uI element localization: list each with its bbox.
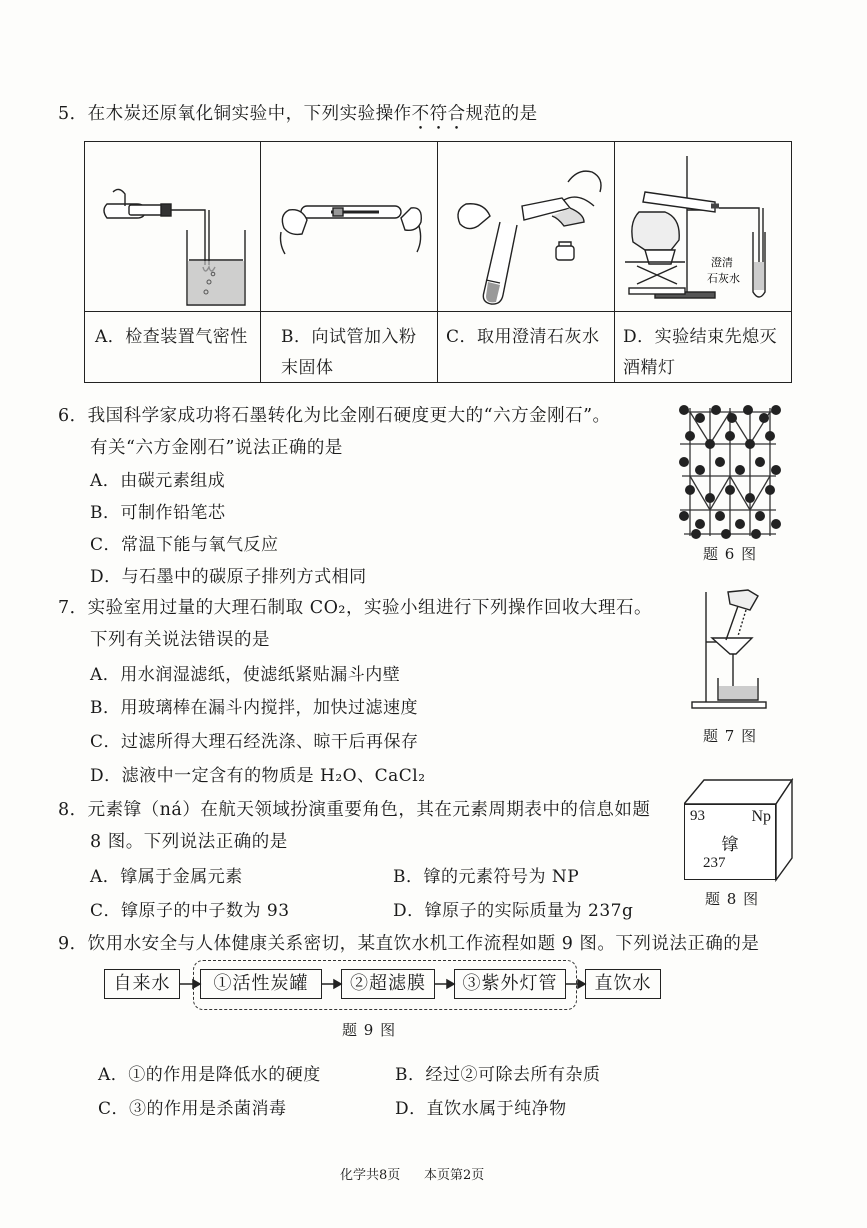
element-name: 镎 [721,835,739,855]
q9-option-a[interactable]: A．①的作用是降低水的硬度 [98,1065,321,1085]
q9-option-d[interactable]: D．直饮水属于纯净物 [395,1099,567,1119]
q6-option-c[interactable]: C．常温下能与氧气反应 [90,535,279,555]
flow-uv-lamp: ③紫外灯管 [454,969,566,999]
q7-stem-line1: 7．实验室用过量的大理石制取 CO₂，实验小组进行下列操作回收大理石。 [58,598,652,618]
q6-option-d[interactable]: D．与石墨中的碳原子排列方式相同 [90,567,367,587]
atomic-mass: 237 [703,855,726,871]
q8-option-c[interactable]: C．镎原子的中子数为 93 [90,901,290,921]
q5-stem-emphasis: 不符合 [411,104,466,124]
q6-stem-line1: 6．我国科学家成功将石墨转化为比金刚石硬度更大的“六方金刚石”。 [58,406,611,426]
q5-option-d-label: D．实验结束先熄灭酒精灯 [623,327,778,378]
q9-option-c[interactable]: C．③的作用是杀菌消毒 [98,1099,287,1119]
q6-figure-caption: 题 6 图 [703,545,758,563]
q7-option-c[interactable]: C．过滤所得大理石经洗涤、晾干后再保存 [90,732,419,752]
q9-option-b[interactable]: B．经过②可除去所有杂质 [395,1065,601,1085]
q8-option-b[interactable]: B．镎的元素符号为 NP [393,867,580,887]
q8-stem-line1: 8．元素镎（ná）在航天领域扮演重要角色，其在元素周期表中的信息如题 [58,800,651,820]
q8-option-d[interactable]: D．镎原子的实际质量为 237g [393,901,634,921]
limewater-label-1: 澄清 [711,256,733,269]
q7-option-d[interactable]: D．滤液中一定含有的物质是 H₂O、CaCl₂ [90,766,426,786]
atomic-number: 93 [690,808,705,824]
q7-figure-caption: 题 7 图 [703,727,758,745]
q9-figure-caption: 题 9 图 [342,1021,397,1039]
q5-stem-b: 规范的是 [465,104,538,124]
limewater-label-2: 石灰水 [707,272,740,285]
q7-stem-line2: 下列有关说法错误的是 [90,630,270,650]
q5-stem-a: 5．在木炭还原氧化铜实验中，下列实验操作 [58,104,412,124]
q8-option-a[interactable]: A．镎属于金属元素 [90,867,243,887]
q5-option-a-label: A．检查装置气密性 [95,327,248,347]
q6-stem-line2: 有关“六方金刚石”说法正确的是 [90,438,343,458]
footer-current-page: 本页第2页 [424,1168,485,1183]
q6-option-b[interactable]: B．可制作铅笔芯 [90,503,226,523]
q7-option-a[interactable]: A．用水润湿滤纸，使滤纸紧贴漏斗内壁 [90,665,401,685]
q5-option-b-label: B．向试管加入粉末固体 [281,327,417,378]
flow-tap-water: 自来水 [104,969,180,999]
q9-stem: 9．饮用水安全与人体健康关系密切，某直饮水机工作流程如题 9 图。下列说法正确的是 [58,934,760,954]
flow-ultrafiltration: ②超滤膜 [341,969,435,999]
q8-stem-line2: 8 图。下列说法正确的是 [90,832,288,852]
q5-option-c-label: C．取用澄清石灰水 [446,327,600,347]
q6-option-a[interactable]: A．由碳元素组成 [90,471,226,491]
element-symbol: Np [751,808,771,825]
flow-activated-carbon: ①活性炭罐 [200,969,322,999]
flow-drinking-water: 直饮水 [585,969,661,999]
q7-option-b[interactable]: B．用玻璃棒在漏斗内搅拌，加快过滤速度 [90,698,418,718]
footer-total-pages: 化学共8页 [340,1168,401,1183]
q8-figure-caption: 题 8 图 [705,890,760,908]
